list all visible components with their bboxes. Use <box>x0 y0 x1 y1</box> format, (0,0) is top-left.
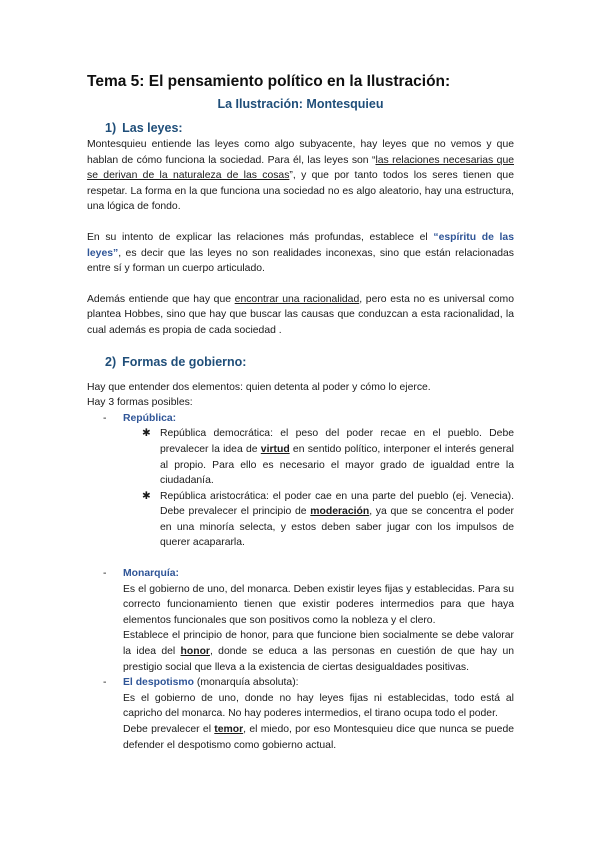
text-run: , pero esta no es universal como plantea Hobbes, sino que hay que buscar las causas que conduzcan a esta racionalidad, la cual además es propia de cada sociedad . <box>87 293 514 336</box>
paragraph-leyes-1 <box>87 137 514 215</box>
paragraph-monarquia-1: Es el gobierno de uno, del monarca. Deben existir leyes fijas y establecidas. Para su correcto funcionamiento tienen que existir poderes intermedios para que haya elementos funcionales que son positivos como la nobleza y el clero. <box>123 583 514 626</box>
despotismo-label: El despotismo <box>123 677 195 689</box>
text-run: Debe prevalecer el <box>123 724 215 735</box>
monarquia-label: Monarquía: <box>123 568 179 580</box>
paragraph-leyes-2 <box>87 230 514 277</box>
section-label: Las leyes: <box>122 121 183 135</box>
list-item-despotismo <box>87 675 514 691</box>
section-number: 2) <box>105 354 117 369</box>
star-bullet-icon: ✱ <box>142 428 151 440</box>
text-run: En su intento de explicar las relaciones más profundas, establece el <box>87 231 434 243</box>
paragraph-despotismo-1: Es el gobierno de uno, donde no hay leyes fijas ni establecidas, todo está al capricho del monarca. No hay poderes intermedios, el tirano ocupa todo el poder. <box>123 692 514 720</box>
paragraph-formas-intro-2: Hay 3 formas posibles: <box>87 397 193 409</box>
star-bullet-icon: ✱ <box>142 490 151 502</box>
text-run: Además entiende que hay que <box>87 293 235 305</box>
paragraph-despotismo-2 <box>87 722 514 753</box>
paragraph-formas-intro-1: Hay que entender dos elementos: quien detenta al poder y cómo lo ejerce. <box>87 381 431 393</box>
dash-bullet: - <box>103 677 107 689</box>
dash-bullet: - <box>103 412 107 424</box>
key-term: temor <box>214 724 244 735</box>
text-run: en sentido político, interponer el interés general al propio. Para ello es necesario el mayor grado de igualdad entre la ciudadanía. <box>160 443 514 487</box>
key-term: moderación <box>310 506 370 518</box>
text-run: ”, y que por tanto todos los seres tienen que respetar. La forma en la que funciona una sociedad no es algo aleatorio, hay una estructura, una lógica de fondo. <box>87 170 514 213</box>
key-term: honor <box>180 646 210 658</box>
underlined-quote: las relaciones necesarias que se derivan de la naturaleza de las cosas <box>87 154 514 182</box>
republica-label: República: <box>123 412 177 424</box>
text-run: República aristocrática: el poder cae en una parte del pueblo (ej. Venecia). Debe prevalecer el principio de <box>160 490 514 518</box>
page-title: Tema 5: El pensamiento político en la Ilustración: <box>87 73 451 90</box>
text-run: Montesquieu entiende las leyes como algo subyacente, hay leyes que no vemos y que hablan de cómo funciona la sociedad. Para él, las leyes son “ <box>87 139 514 166</box>
text-run: , donde se educa a las personas en cuestión de que hay un prestigio social que lleva a la existencia de ciertas desigualdades positivas. <box>123 646 514 673</box>
text-run: Establece el principio de honor, para que funcione bien socialmente se debe valorar la idea del <box>123 630 514 658</box>
dash-bullet: - <box>103 568 107 580</box>
section-heading-leyes <box>87 120 514 137</box>
key-term: virtud <box>260 443 290 455</box>
list-item-republica <box>87 411 514 427</box>
list-item-republica-aristocratica <box>87 489 514 551</box>
document-content <box>87 72 514 753</box>
text-run: , es decir que las leyes no son realidades inconexas, sino que están relacionadas entre sí y forman un cuerpo articulado. <box>87 247 514 275</box>
text-run: , ya que se concentra el poder en una minoría selecta, y estos deben saber jugar con los impulsos de querer acapararla. <box>160 506 514 549</box>
despotismo-label-rest: (monarquía absoluta): <box>194 677 299 689</box>
section-number: 1) <box>105 121 117 135</box>
paragraph-monarquia-2 <box>87 628 514 675</box>
list-item-monarquia <box>87 566 514 582</box>
underlined-term: encontrar una racionalidad <box>234 293 360 305</box>
section-label: Formas de gobierno: <box>122 354 247 369</box>
paragraph-leyes-3 <box>87 292 514 339</box>
list-item-republica-democratica <box>87 426 514 488</box>
text-run: República democrática: el peso del poder recae en el pueblo. Debe prevalecer la idea de <box>160 428 514 455</box>
highlighted-term: “espíritu de las leyes” <box>87 231 514 259</box>
text-run: , el miedo, por eso Montesquieu dice que nunca se puede defender el despotismo como gobierno actual. <box>123 724 515 751</box>
page-subtitle: La Ilustración: Montesquieu <box>217 97 384 111</box>
section-heading-formas <box>87 354 514 371</box>
